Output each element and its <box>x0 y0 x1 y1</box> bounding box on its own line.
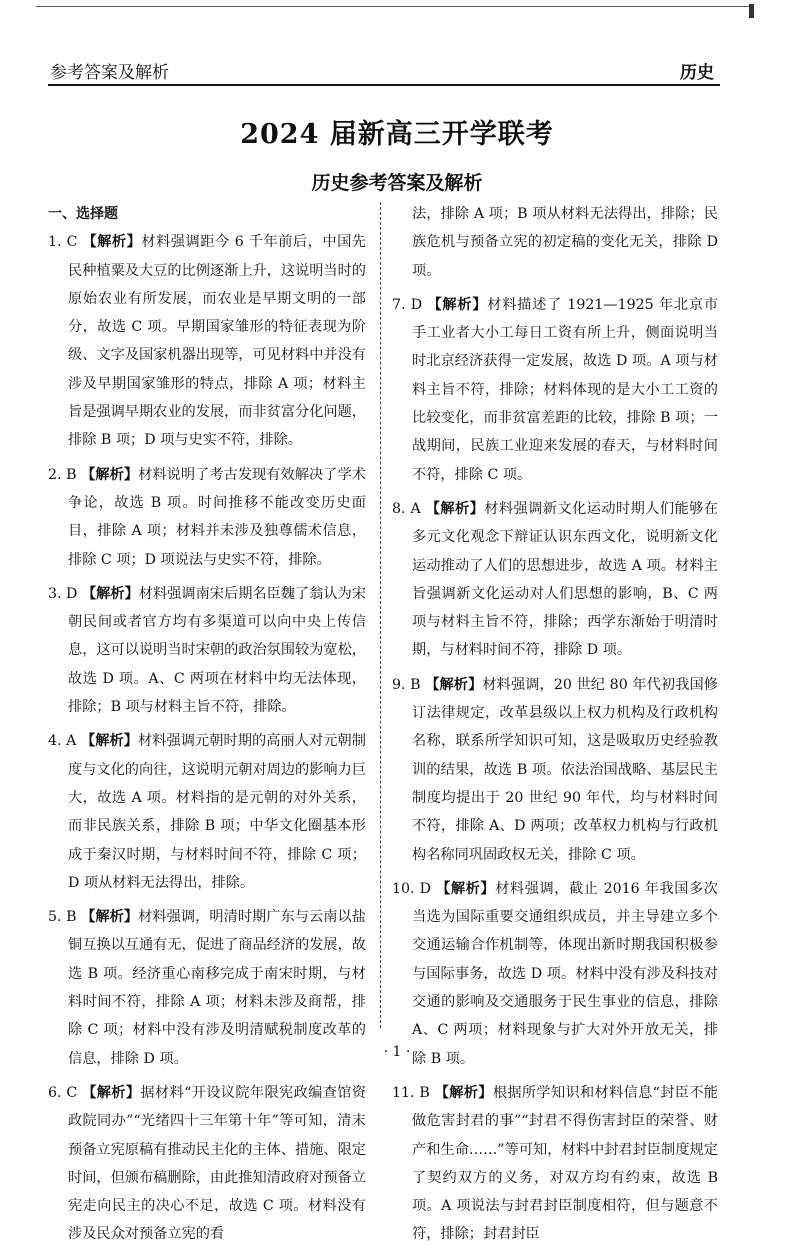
question-explanation: 据材料“开设议院年限宪政编查馆资政院同办”“光绪四十三年第十年”等可知，清末预备立宪原稿有推动民主化的主体、措施、限定时间，但颁布稿删除，由此推知清政府对预备立宪走向民主的决心不足，故选 C 项。材料没有涉及民众对预备立宪的看 <box>68 1084 366 1243</box>
top-edge-rule <box>36 6 750 7</box>
question-number: 8. A <box>392 500 421 517</box>
question-item <box>392 495 718 665</box>
column-divider <box>380 202 381 1028</box>
question-item <box>48 228 366 454</box>
question-explanation: 根据所学知识和材料信息“封臣不能做危害封君的事”“封君不得伤害封臣的荣誉、财产和生命……”等可知，材料中封君封臣制度规定了契约双方的义务，对双方均有约束，故选 B 项。A 项说法与封君封臣制度相符，但与题意不符，排除；封君封臣 <box>412 1084 718 1243</box>
question-item <box>392 671 718 869</box>
analysis-tag: 【解析】 <box>425 500 485 517</box>
question-explanation: 材料强调距今 6 千年前后，中国先民种植粟及大豆的比例逐渐上升，这说明当时的原始农业有所发展，而农业是早期文明的一部分，故选 C 项。早期国家雏形的特征表现为阶级、文字及国家机器出现等，可见材料中并没有涉及早期国家雏形的特点，排除 A 项；材料主旨是强调早期农业的发展，而非贫富分化问题，排除 B 项；D 项与史实不符，排除。 <box>68 234 366 449</box>
header-left-label: 参考答案及解析 <box>50 63 169 83</box>
analysis-tag: 【解析】 <box>81 466 139 483</box>
question-number: 1. C <box>48 234 78 251</box>
question-item <box>48 727 366 897</box>
question-number: 5. B <box>48 909 77 926</box>
question-item <box>48 580 366 721</box>
question-explanation: 材料强调新文化运动时期人们能够在多元文化观念下辩证认识东西文化，说明新文化运动推动了人们的思想进步，故选 A 项。材料主旨强调新文化运动对人们思想的影响，B、C 两项与材料主旨不符，排除；西学东渐始于明清时期，与材料时间不符，排除 D 项。 <box>412 500 718 659</box>
section-heading: 一、选择题 <box>48 206 118 222</box>
header-subject-label: 历史 <box>680 63 714 83</box>
page-subtitle: 历史参考答案及解析 <box>311 172 483 194</box>
left-column <box>48 200 366 1255</box>
question-explanation: 法，排除 A 项；B 项从材料无法得出，排除；民族危机与预备立宪的初定稿的变化无关，排除 D 项。 <box>412 206 718 279</box>
question-explanation: 材料强调元朝时期的高丽人对元朝制度与文化的向往，这说明元朝对周边的影响力巨大，故选 A 项。材料指的是元朝的对外关系，而非民族关系，排除 B 项；中华文化圈基本形成于秦汉时期，与材料时间不符，排除 C 项；D 项从材料无法得出，排除。 <box>68 733 366 891</box>
question-number: 2. B <box>48 466 77 483</box>
analysis-tag: 【解析】 <box>80 733 138 750</box>
question-number: 9. B <box>392 676 421 693</box>
page-number: · 1 · <box>383 1044 411 1060</box>
question-number: 3. D <box>48 585 78 602</box>
question-explanation: 材料强调南宋后期名臣魏了翁认为宋朝民间或者官方均有多渠道可以向中央上传信息，这可以说明当时宋朝的政治氛围较为宽松，故选 D 项。A、C 两项在材料中均无法体现，排除；B 项与材料主旨不符，排除。 <box>68 585 366 716</box>
analysis-tag: 【解析】 <box>82 234 142 251</box>
analysis-tag: 【解析】 <box>436 880 496 897</box>
analysis-tag: 【解析】 <box>427 296 488 313</box>
question-explanation: 材料说明了考古发现有效解决了学术争论，故选 B 项。时间推移不能改变历史面目，排除 A 项；材料并未涉及独尊儒术信息，排除 C 项；D 项说法与史实不符，排除。 <box>68 466 366 568</box>
question-item <box>392 1079 718 1249</box>
question-item <box>48 461 366 574</box>
analysis-tag: 【解析】 <box>434 1084 493 1101</box>
page-title: 2024 届新高三开学联考 <box>240 119 554 150</box>
question-item <box>48 1079 366 1249</box>
question-number: 6. C <box>48 1084 78 1101</box>
question-number: 7. D <box>392 296 423 313</box>
analysis-tag: 【解析】 <box>81 585 139 602</box>
analysis-tag: 【解析】 <box>82 1084 141 1101</box>
question-explanation: 材料描述了 1921—1925 年北京市手工业者大小工每日工资有所上升，侧面说明当时北京经济获得一定发展，故选 D 项。A 项与材料主旨不符，排除；材料体现的是大小工工资的比较变化，而非贫富差距的比较，排除 B 项；一战期间，民族工业迎来发展的春天，与材料时间不符，排除 C 项。 <box>412 296 719 483</box>
question-item <box>392 291 718 489</box>
analysis-tag: 【解析】 <box>81 909 139 926</box>
corner-mark <box>749 4 754 18</box>
question-explanation: 材料强调，20 世纪 80 年代初我国修订法律规定，改革县级以上权力机构及行政机构名称，联系所学知识可知，这是吸取历史经验教训的结果，故选 B 项。依法治国战略、基层民主制度均提出于 20 世纪 90 年代，均与材料时间不符，排除 A、D 两项；改革权力机构与行政机构名称同巩固政权无关，排除 C 项。 <box>412 676 718 863</box>
question-explanation: 材料强调，截止 2016 年我国多次当选为国际重要交通组织成员，并主导建立多个交通运输合作机制等，体现出新时期我国积极参与国际事务，故选 D 项。材料中没有涉及科技对交通的影响及交通服务于民生事业的信息，排除 A、C 两项；材料现象与扩大对外开放无关，排除 B 项。 <box>412 880 718 1067</box>
question-number: 11. B <box>392 1084 430 1101</box>
header-rule <box>48 84 720 86</box>
question-number: 4. A <box>48 733 77 750</box>
question-explanation: 材料强调，明清时期广东与云南以盐铜互换以互通有无，促进了商品经济的发展，故选 B 项。经济重心南移完成于南宋时期，与材料时间不符，排除 A 项；材料未涉及商帮，排除 C 项；材料中没有涉及明清赋税制度改革的信息，排除 D 项。 <box>68 909 366 1067</box>
question-item-continued <box>392 200 718 285</box>
question-number: 10. D <box>392 880 432 897</box>
analysis-tag: 【解析】 <box>425 676 483 693</box>
right-column <box>392 200 718 1255</box>
